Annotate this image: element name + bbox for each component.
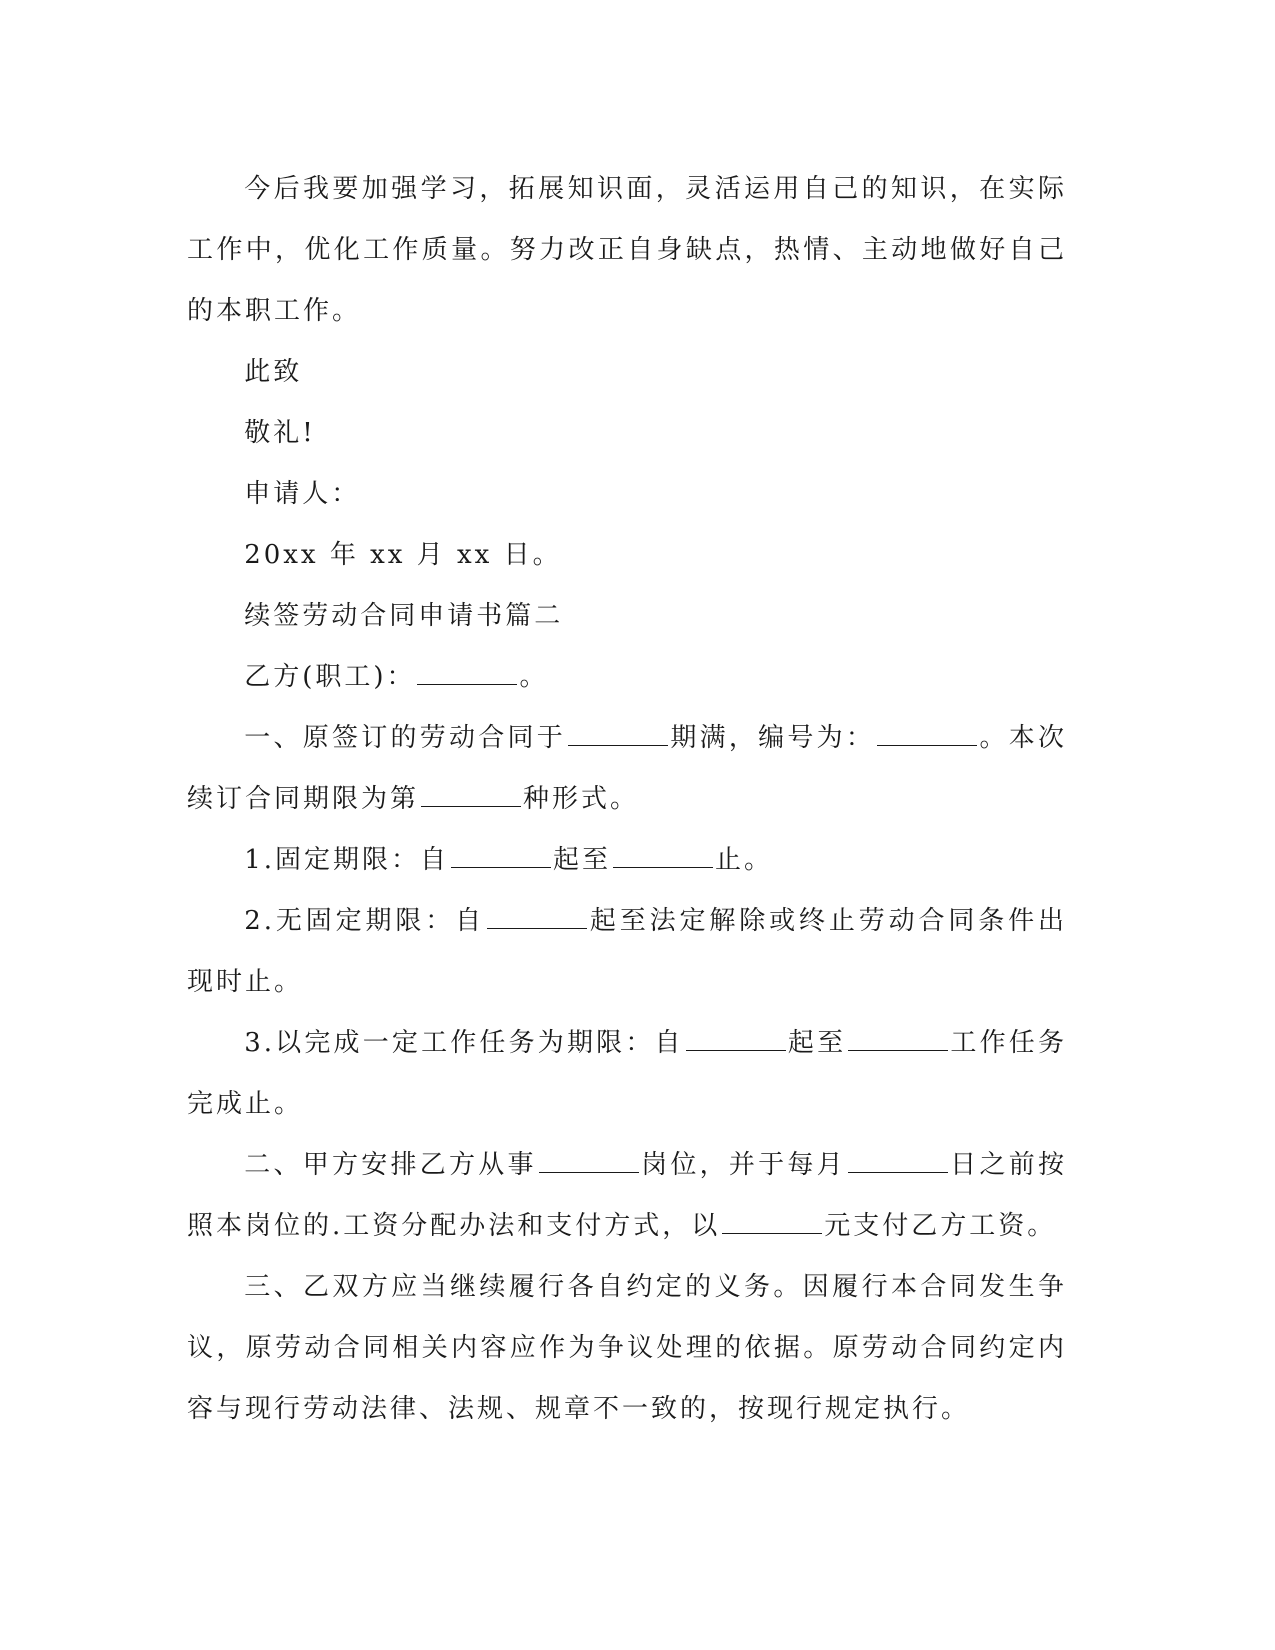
blank-field xyxy=(421,784,521,807)
clause-one-text-b: 期满，编号为： xyxy=(670,723,876,753)
item1-text-c: 止。 xyxy=(715,845,774,875)
blank-field xyxy=(487,906,587,929)
blank-field xyxy=(613,845,713,868)
item3-text-a: 3.以完成一定工作任务为期限：自 xyxy=(244,1028,684,1058)
party-b-suffix: 。 xyxy=(519,662,549,692)
party-b-prefix: 乙方(职工)： xyxy=(244,662,416,692)
blank-field xyxy=(722,1211,822,1234)
item1-text-a: 1.固定期限：自 xyxy=(244,845,449,875)
blank-field xyxy=(848,1150,948,1173)
item3-text-b: 起至 xyxy=(787,1028,847,1058)
clause-one xyxy=(187,708,1067,830)
closing-regards: 敬礼! xyxy=(244,418,316,448)
clause-two-text-c: 日之前按照本岗位的.工资分配办法和支付方式，以 xyxy=(187,1150,1067,1241)
section-heading: 续签劳动合同申请书篇二 xyxy=(244,601,564,631)
item3-text-c: 工作任务完成止。 xyxy=(187,1028,1067,1119)
blank-field xyxy=(848,1028,948,1051)
item1-text-b: 起至 xyxy=(553,845,612,875)
blank-field xyxy=(451,845,551,868)
date-line: 20xx 年 xx 月 xx 日。 xyxy=(244,540,562,570)
clause-one-text-d: 种形式。 xyxy=(523,784,640,814)
closing-salutation: 此致 xyxy=(244,357,303,387)
blank-field xyxy=(539,1150,639,1173)
item2-text-b: 起至法定解除或终止劳动合同条件出现时止。 xyxy=(187,906,1067,997)
party-b-line xyxy=(187,647,1067,708)
clause-two-text-a: 二、甲方安排乙方从事 xyxy=(244,1150,537,1180)
clause-three: 三、乙双方应当继续履行各自约定的义务。因履行本合同发生争议，原劳动合同相关内容应作为争议处理的依据。原劳动合同约定内容与现行劳动法律、法规、规章不一致的，按现行规定执行。 xyxy=(187,1272,1067,1424)
item-task-term xyxy=(187,1013,1067,1135)
clause-one-text-a: 一、原签订的劳动合同于 xyxy=(244,723,567,753)
applicant-label: 申请人： xyxy=(244,479,361,509)
blank-field xyxy=(686,1028,786,1051)
clause-two-text-d: 元支付乙方工资。 xyxy=(824,1211,1057,1241)
item-open-term xyxy=(187,891,1067,1013)
document-body xyxy=(187,159,1067,1440)
paragraph-study: 今后我要加强学习，拓展知识面，灵活运用自己的知识，在实际工作中，优化工作质量。努力改正自身缺点，热情、主动地做好自己的本职工作。 xyxy=(187,174,1067,326)
clause-two-text-b: 岗位，并于每月 xyxy=(640,1150,846,1180)
clause-two xyxy=(187,1135,1067,1257)
blank-field xyxy=(568,723,668,746)
clause-one-text-c: 。本次续订合同期限为第 xyxy=(187,723,1067,814)
blank-field xyxy=(877,723,977,746)
item-fixed-term xyxy=(187,830,1067,891)
item2-text-a: 2.无固定期限：自 xyxy=(244,906,485,936)
blank-field xyxy=(417,662,517,685)
